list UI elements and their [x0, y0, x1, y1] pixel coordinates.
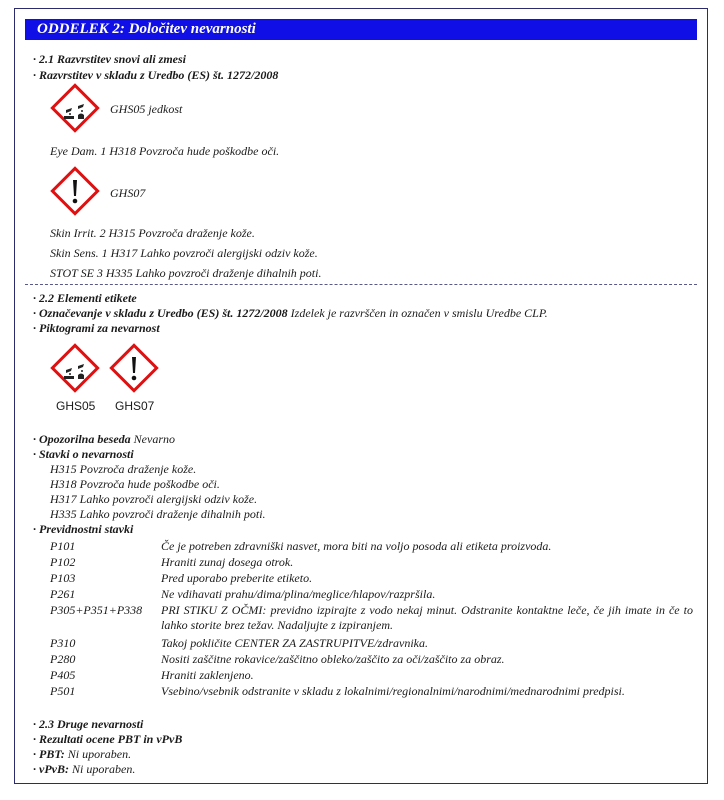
precaution-text: Hraniti zaklenjeno. — [161, 668, 254, 682]
hazard-statements-title: · Stavki o nevarnosti — [33, 447, 134, 461]
precaution-text: Ne vdihavati prahu/dima/plina/meglice/hlapov/razpršila. — [161, 587, 436, 601]
precaution-code: P261 — [50, 587, 76, 601]
hazard-statement: H315 Povzroča draženje kože. — [50, 462, 197, 476]
section-header: ODDELEK 2: Določitev nevarnosti — [25, 19, 697, 40]
pbt-label: · PBT: — [33, 747, 65, 761]
pictogram-label-ghs07: GHS07 — [110, 186, 146, 200]
signal-word-label: · Opozorilna beseda — [33, 432, 131, 446]
labelling-regulation-text: Izdelek je razvrščen in označen v smislu Uredbe CLP. — [287, 306, 548, 320]
precaution-code: P501 — [50, 684, 76, 698]
precaution-code: P103 — [50, 571, 76, 585]
document-frame — [14, 8, 708, 784]
section-divider — [25, 284, 697, 285]
labelling-regulation-line — [33, 306, 548, 320]
classification-line: Skin Sens. 1 H317 Lahko povzroči alergijski odziv kože. — [50, 246, 318, 260]
pictogram-caption-ghs05: GHS05 — [56, 399, 96, 413]
precaution-code: P310 — [50, 636, 76, 650]
pbt-line — [33, 747, 131, 761]
section-2-3-title: · 2.3 Druge nevarnosti — [33, 717, 144, 731]
precaution-code: P405 — [50, 668, 76, 682]
signal-word-line — [33, 432, 175, 446]
ghs05-corrosion-icon — [49, 82, 101, 134]
precaution-text: Pred uporabo preberite etiketo. — [161, 571, 313, 585]
ghs07-exclamation-icon — [108, 342, 160, 394]
precaution-text: PRI STIKU Z OČMI: previdno izpirajte z vodo nekaj minut. Odstranite kontaktne leče, če jih imate in če to lahko storite brez težav. Nadaljujte z izpiranjem. — [161, 603, 693, 632]
ghs07-exclamation-icon — [49, 165, 101, 217]
precaution-code: P102 — [50, 555, 76, 569]
labelling-regulation-label: · Označevanje v skladu z Uredbo (ES) št. 1272/2008 — [33, 306, 288, 320]
precaution-code: P101 — [50, 539, 76, 553]
precaution-code: P280 — [50, 652, 76, 666]
classification-regulation-label: · Razvrstitev v skladu z Uredbo (ES) št. 1272/2008 — [33, 68, 279, 82]
precaution-text: Takoj pokličite CENTER ZA ZASTRUPITVE/zdravnika. — [161, 636, 428, 650]
vpvb-value: Ni uporaben. — [68, 762, 136, 776]
precaution-code: P305+P351+P338 — [50, 603, 143, 617]
hazard-statement: H317 Lahko povzroči alergijski odziv kože. — [50, 492, 258, 506]
ghs05-corrosion-icon — [49, 342, 101, 394]
precautionary-statements-title: · Previdnostni stavki — [33, 522, 134, 536]
vpvb-line — [33, 762, 135, 776]
pictograms-title: · Piktogrami za nevarnost — [33, 321, 160, 335]
section-2-1-title: · 2.1 Razvrstitev snovi ali zmesi — [33, 52, 186, 66]
signal-word-value: Nevarno — [130, 432, 175, 446]
pbt-value: Ni uporaben. — [64, 747, 132, 761]
pictogram-caption-ghs07: GHS07 — [115, 399, 155, 413]
pictogram-label-ghs05: GHS05 jedkost — [110, 102, 183, 116]
hazard-statement: H335 Lahko povzroči draženje dihalnih poti. — [50, 507, 266, 521]
pbt-assessment-title: · Rezultati ocene PBT in vPvB — [33, 732, 183, 746]
precaution-text: Vsebino/vsebnik odstranite v skladu z lokalnimi/regionalnimi/narodnimi/mednarodnimi predpisi. — [161, 684, 625, 698]
precaution-text: Hraniti zunaj dosega otrok. — [161, 555, 294, 569]
classification-line: STOT SE 3 H335 Lahko povzroči draženje dihalnih poti. — [50, 266, 322, 280]
section-2-2-title: · 2.2 Elementi etikete — [33, 291, 137, 305]
hazard-statement: H318 Povzroča hude poškodbe oči. — [50, 477, 220, 491]
precaution-text: Če je potreben zdravniški nasvet, mora biti na voljo posoda ali etiketa proizvoda. — [161, 539, 552, 553]
precaution-text: Nositi zaščitne rokavice/zaščitno obleko/zaščito za oči/zaščito za obraz. — [161, 652, 505, 666]
classification-line: Eye Dam. 1 H318 Povzroča hude poškodbe oči. — [50, 144, 280, 158]
vpvb-label: · vPvB: — [33, 762, 69, 776]
classification-line: Skin Irrit. 2 H315 Povzroča draženje kože. — [50, 226, 255, 240]
